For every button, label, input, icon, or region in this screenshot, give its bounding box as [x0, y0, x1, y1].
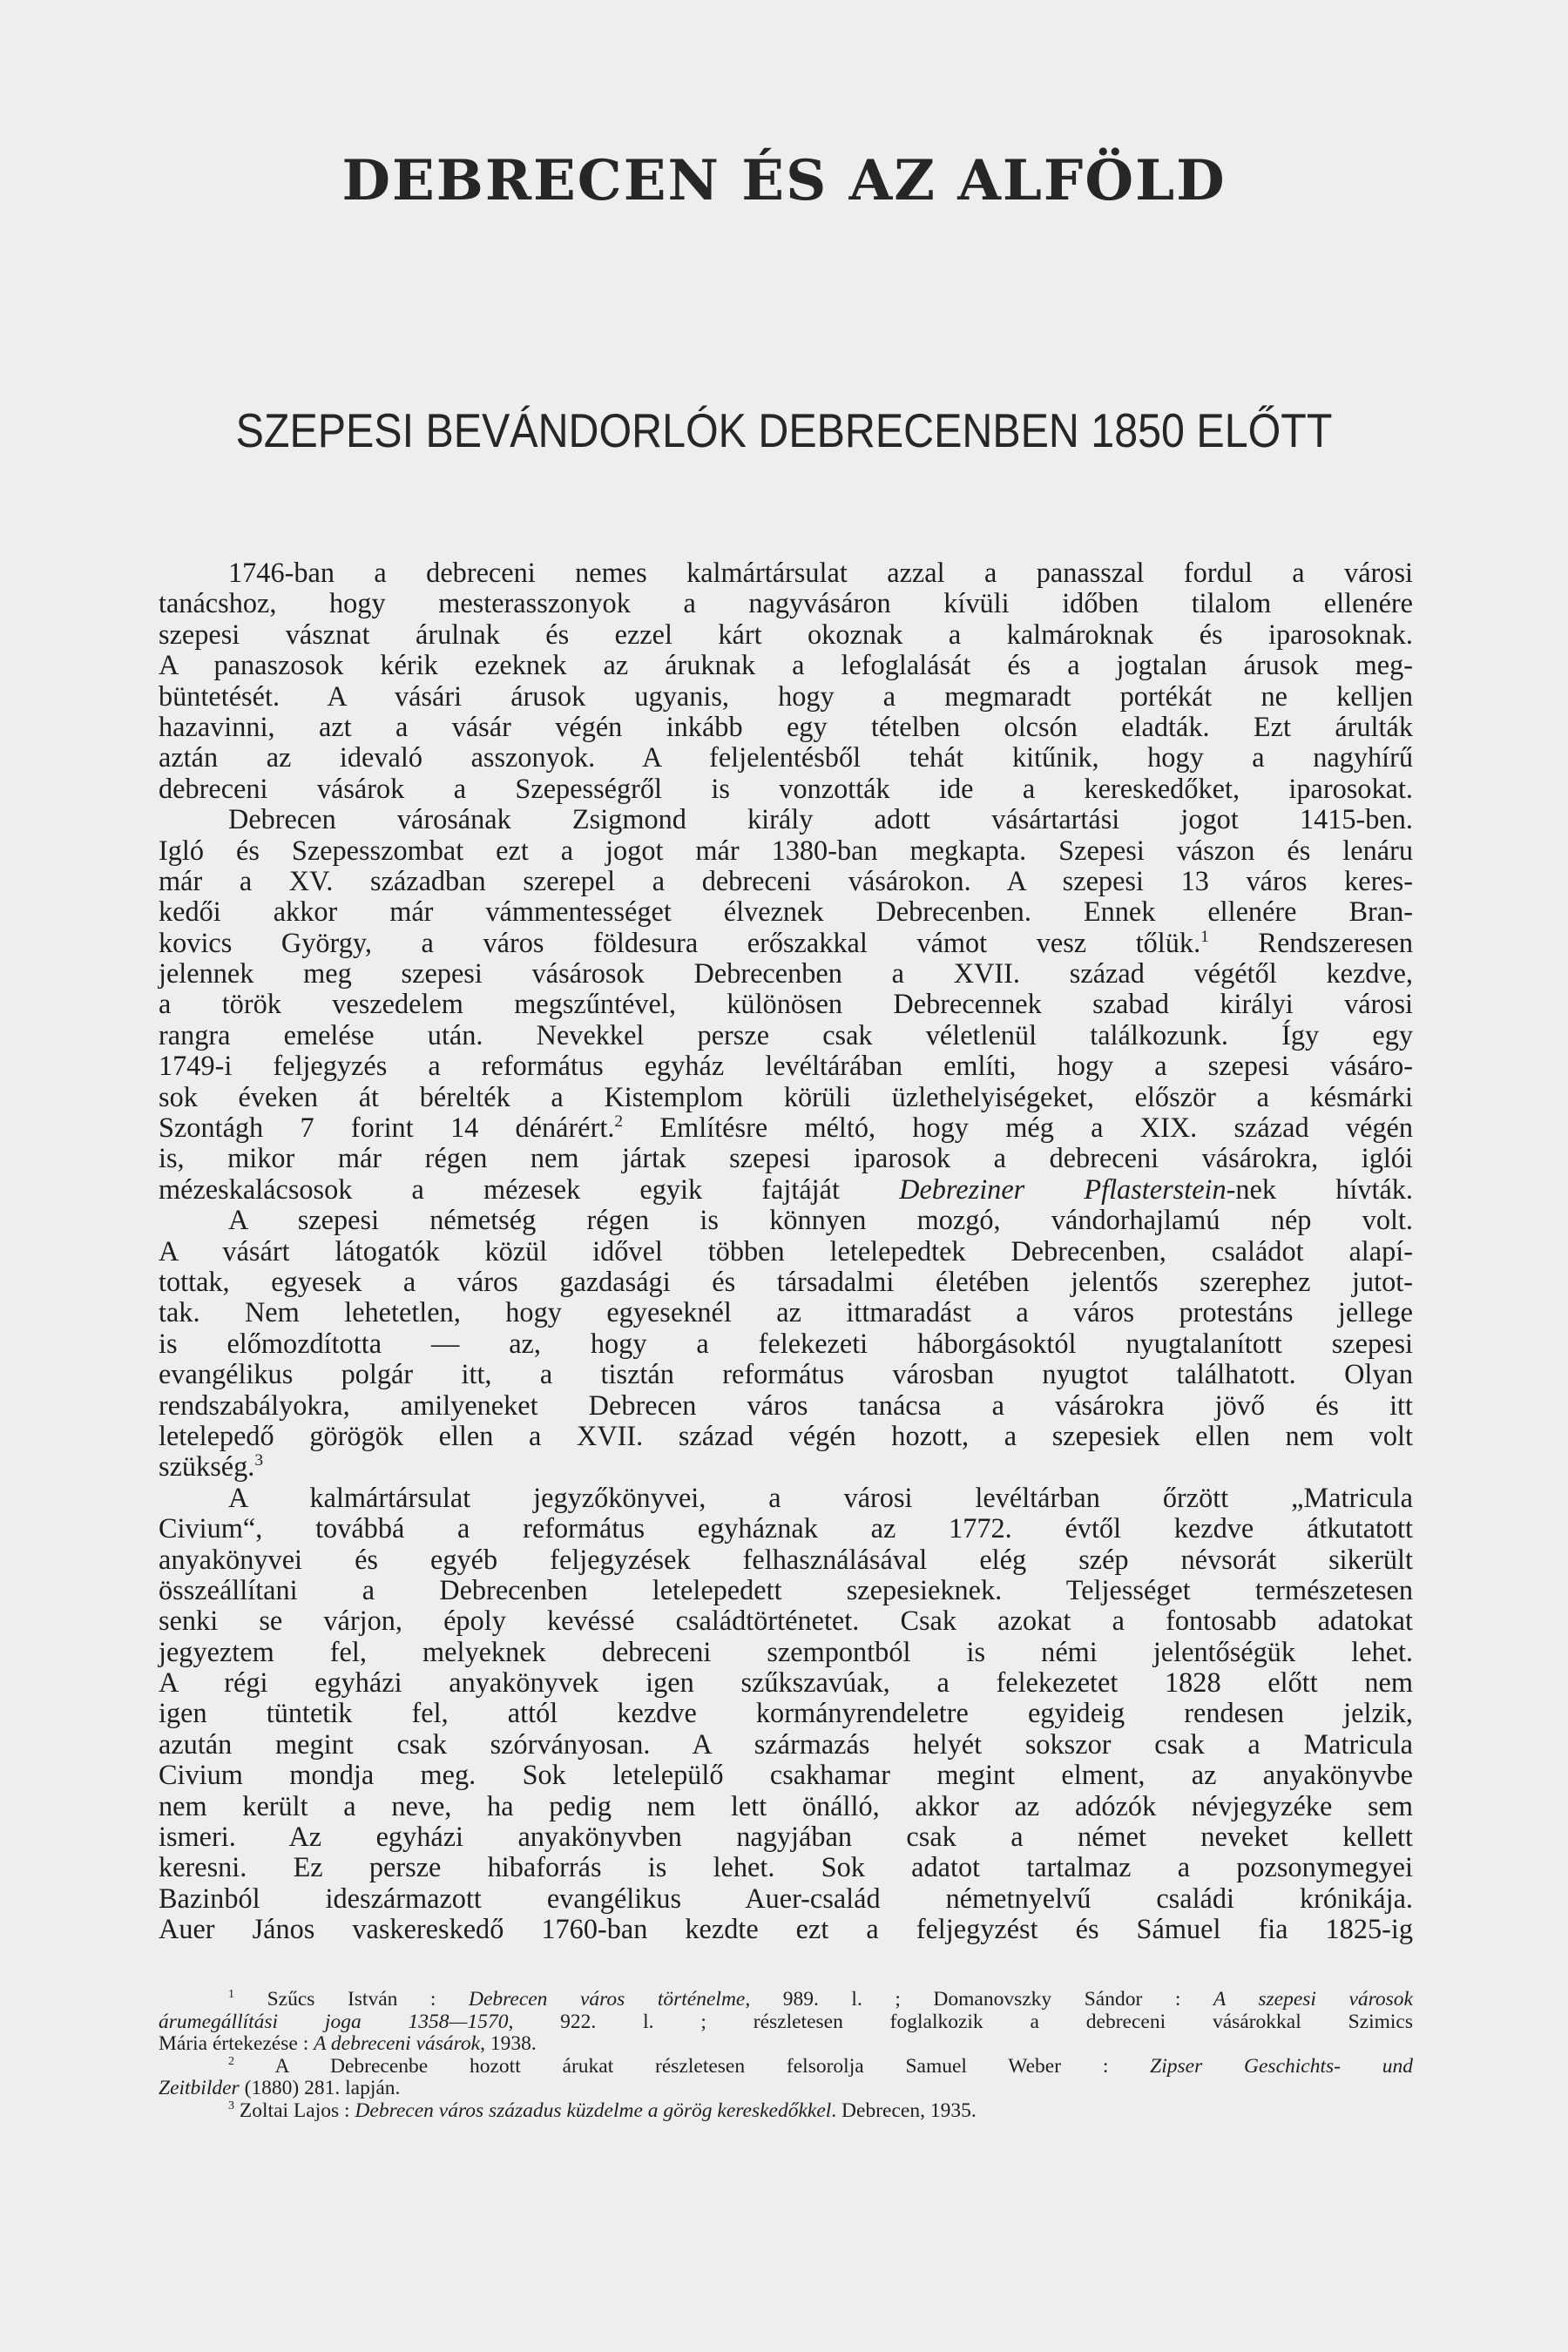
footnote-title: árumegállítási joga 1358—1570 [159, 2010, 509, 2033]
body-text-segment: Említésre méltó, hogy még a XIX. század végén [623, 1112, 1413, 1144]
body-line: is, mikor már régen nem jártak szepesi iparosok a debreceni vásárokra, iglói [159, 1142, 1413, 1174]
body-text-segment: Szontágh 7 forint 14 dénárért. [159, 1112, 615, 1144]
body-line: keresni. Ez persze hibaforrás is lehet. Sok adatot tartalmaz a pozsonymegyei [159, 1851, 1413, 1883]
body-line: hazavinni, azt a vásár végén inkább egy tételben olcsón eladták. Ezt árulták [159, 710, 1413, 742]
body-line: A panaszosok kérik ezeknek az áruknak a lefoglalását és a jogtalan árusok meg- [159, 649, 1413, 681]
article-body [159, 558, 1413, 1945]
body-line: összeállítani a Debrecenben letelepedett szepesieknek. Teljességet természetesen [159, 1573, 1413, 1605]
footnote-text: , 989. l. ; Domanovszky Sándor : [745, 1988, 1213, 2011]
footnote-ref[interactable]: 3 [254, 1451, 264, 1470]
article-title: SZEPESI BEVÁNDORLÓK DEBRECENBEN 1850 ELŐTT [235, 403, 1333, 457]
body-line: letelepedő görögök ellen a XVII. század végén hozott, a szepesiek ellen nem volt [159, 1419, 1413, 1451]
body-text-segment: -nek hívták. [1226, 1173, 1414, 1205]
footnote-text: Zoltai Lajos : [234, 2099, 355, 2122]
footnote-1-cont [159, 2033, 1413, 2056]
footnotes [159, 1989, 1413, 2123]
body-line: Igló és Szepesszombat ezt a jogot már 1380-ban megkapta. Szepesi vászon és lenáru [159, 834, 1413, 866]
body-line: 1749-i feljegyzés a református egyház levéltárában említi, hogy a szepesi vásáro- [159, 1050, 1413, 1082]
footnote-title: A szepesi városok [1213, 1988, 1413, 2011]
body-text-segment: kovics György, a város földesura erőszakkal vámot vesz tőlük. [159, 926, 1201, 958]
footnote-title: Zeitbilder [159, 2077, 240, 2100]
body-line [159, 1451, 1413, 1482]
footnote-title: A debreceni vásárok [314, 2032, 481, 2056]
footnote-1-cont [159, 2011, 1413, 2034]
body-text-segment: szükség. [159, 1450, 255, 1483]
footnote-text: , 1938. [480, 2032, 537, 2056]
body-line: ismeri. Az egyházi anyakönyvben nagyjában csak a német neveket kellett [159, 1821, 1413, 1853]
body-line: A kalmártársulat jegyzőkönyvei, a városi levéltárban őrzött „Matricula [228, 1481, 1413, 1513]
body-line: Debrecen városának Zsigmond király adott vásártartási jogot 1415-ben. [228, 803, 1413, 835]
body-line: Bazinból ideszármazott evangélikus Auer-család németnyelvű családi krónikája. [159, 1882, 1413, 1914]
body-line: A régi egyházi anyakönyvek igen szűkszavúak, a felekezetet 1828 előtt nem [159, 1666, 1413, 1699]
body-line [159, 1112, 1413, 1143]
body-line: kedői akkor már vámmentességet élveznek Debrecenben. Ennek ellenére Bran- [159, 896, 1413, 928]
body-line: debreceni vásárok a Szepességről is vonzották ide a kereskedőket, iparosokat. [159, 772, 1413, 804]
body-line: anyakönyvei és egyéb feljegyzések felhasználásával elég szép névsorát sikerült [159, 1543, 1413, 1575]
footnote-title: Zipser Geschichts- und [1150, 2054, 1413, 2078]
body-line: már a XV. században szerepel a debreceni vásárokon. A szepesi 13 város keres- [159, 864, 1413, 896]
body-line: evangélikus polgár itt, a tisztán református városban nyugtot találhatott. Olyan [159, 1358, 1413, 1390]
body-line: aztán az idevaló asszonyok. A feljelentésből tehát kitűnik, hogy a nagyhírű [159, 741, 1413, 774]
footnote-title: Debrecen város századus küzdelme a görög kereskedőkkel [355, 2099, 832, 2122]
body-line: jelennek meg szepesi vásárosok Debrecenben a XVII. század végétől kezdve, [159, 957, 1413, 990]
footnote-2 [159, 2053, 1413, 2078]
body-line: Auer János vaskereskedő 1760-ban kezdte ezt a feljegyzést és Sámuel fia 1825-ig [159, 1913, 1413, 1945]
body-line: azután megint csak szórványosan. A származás helyét sokszor csak a Matricula [159, 1727, 1413, 1760]
footnote-text: Szűcs István : [234, 1988, 469, 2011]
footnote-3 [159, 2100, 1413, 2123]
footnote-number: 2 [228, 2053, 235, 2068]
body-line: rendszabályokra, amilyeneket Debrecen város tanácsa a vásárokra jövő és itt [159, 1389, 1413, 1421]
body-text-segment: mézeskalácsosok a mézesek egyik fajtáját [159, 1173, 840, 1205]
body-line: 1746-ban a debreceni nemes kalmártársulat azzal a panasszal fordul a városi [228, 557, 1413, 588]
body-line: tanácshoz, hogy mesterasszonyok a nagyvásáron kívüli időben tilalom ellenére [159, 587, 1413, 619]
body-line: nem került a neve, ha pedig nem lett önálló, akkor az adózók névjegyzéke sem [159, 1789, 1413, 1821]
section-title: DEBRECEN ÉS AZ ALFÖLD [341, 148, 1227, 213]
body-line: tottak, egyesek a város gazdasági és társadalmi életében jelentős szerephez jutot- [159, 1265, 1413, 1297]
footnote-ref[interactable]: 2 [614, 1112, 624, 1132]
body-line: Civium“, továbbá a református egyháznak az 1772. évtől kezdve átkutatott [159, 1512, 1413, 1544]
footnote-1 [159, 1989, 1413, 2011]
body-line: A vásárt látogatók közül idővel többen letelepedtek Debrecenben, családot alapí- [159, 1234, 1413, 1267]
body-line: tak. Nem lehetetlen, hogy egyeseknél az ittmaradást a város protestáns jellege [159, 1296, 1413, 1328]
footnote-number: 1 [228, 1987, 235, 2002]
body-line: szepesi vásznat árulnak és ezzel kárt okoznak a kalmároknak és iparosoknak. [159, 618, 1413, 650]
body-line [159, 928, 1413, 958]
body-line: a török veszedelem megszűntével, különösen Debrecennek szabad királyi városi [159, 988, 1413, 1020]
body-text-segment: Rendszeresen [1208, 926, 1413, 958]
body-line: sok éveken át bérelték a Kistemplom körüli üzlethelyiségeket, először a késmárki [159, 1080, 1413, 1112]
body-line [159, 1174, 1413, 1205]
body-line: jegyeztem fel, melyeknek debreceni szempontból is némi jelentőségük lehet. [159, 1635, 1413, 1667]
body-line: is előmozdította — az, hogy a felekezeti háborgásoktól nyugtalanított szepesi [159, 1327, 1413, 1359]
footnote-2-cont [159, 2078, 1413, 2100]
footnote-ref[interactable]: 1 [1200, 927, 1209, 946]
body-line: A szepesi németség régen is könnyen mozgó, vándorhajlamú nép volt. [228, 1204, 1413, 1236]
body-line: büntetését. A vásári árusok ugyanis, hogy a megmaradt portékát ne kelljen [159, 679, 1413, 712]
body-line: Civium mondja meg. Sok letelepülő csakhamar megint elment, az anyakönyvbe [159, 1759, 1413, 1791]
footnote-number: 3 [228, 2099, 235, 2113]
footnote-text: A Debrecenbe hozott árukat részletesen felsorolja Samuel Weber : [234, 2054, 1151, 2078]
italic-term: Debreziner Pflasterstein [899, 1173, 1227, 1205]
footnote-text: (1880) 281. lapján. [239, 2077, 401, 2100]
footnote-text: . Debrecen, 1935. [831, 2099, 977, 2122]
body-line: igen tüntetik fel, attól kezdve kormányrendeletre egyideig rendesen jelzik, [159, 1697, 1413, 1729]
footnote-title: Debrecen város történelme [468, 1988, 746, 2011]
body-line: senki se várjon, époly kevéssé családtörténetet. Csak azokat a fontosabb adatokat [159, 1605, 1413, 1637]
footnote-text: Mária értekezése : [159, 2032, 314, 2056]
footnote-text: , 922. l. ; részletesen foglalkozik a debreceni vásárokkal Szimics [508, 2010, 1414, 2033]
body-line: rangra emelése után. Nevekkel persze csak véletlenül találkozunk. Így egy [159, 1018, 1413, 1051]
